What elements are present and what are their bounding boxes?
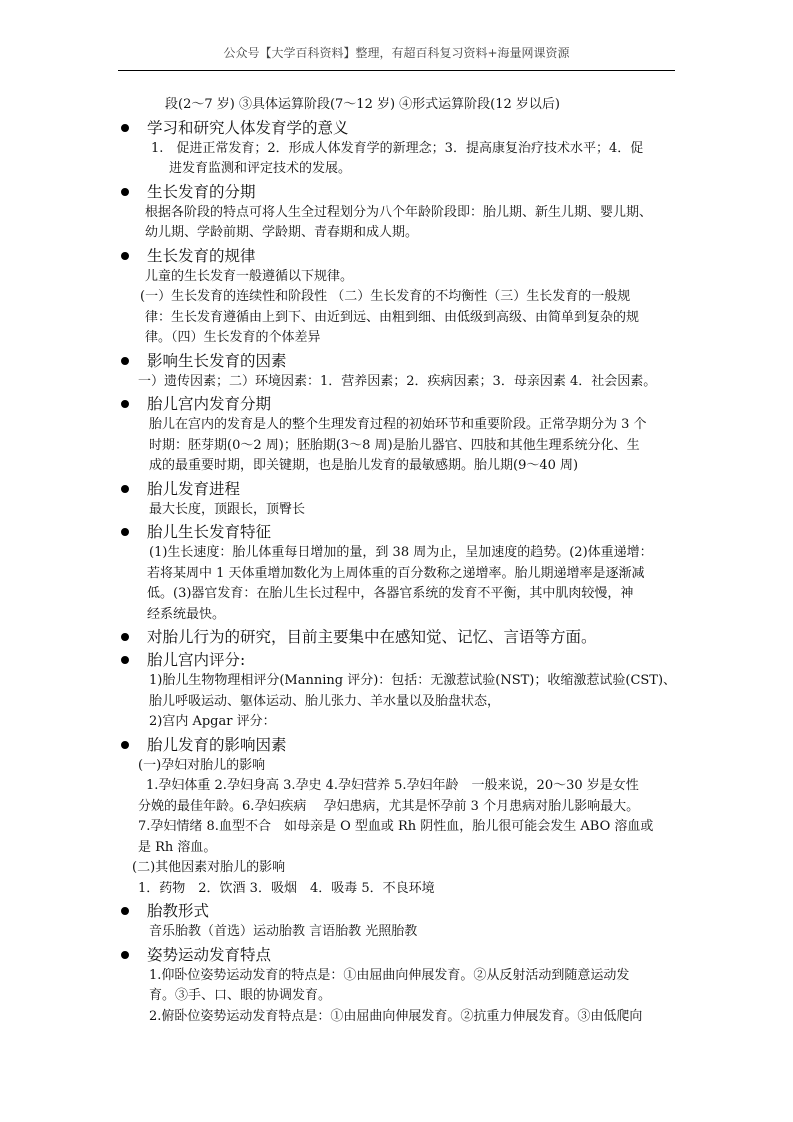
- paragraph-line: 律。（四）生长发育的个体差异: [145, 330, 321, 345]
- section-heading: 胎儿宫内评分:: [118, 650, 693, 671]
- section-heading: 胎儿发育进程: [118, 479, 693, 500]
- paragraph-line: 时期：胚芽期(0～2 周)；胚胎期(3～8 周)是胎儿器官、四肢和其他生理系统分化、生: [149, 437, 640, 453]
- section-heading: 学习和研究人体发育学的意义: [118, 118, 693, 139]
- paragraph-line: 进发育监测和评定技术的发展。: [169, 161, 352, 176]
- bullet-icon: [121, 951, 129, 959]
- section-heading: 生长发育的分期: [118, 182, 693, 203]
- paragraph-line: 成的最重要时期，即关键期，也是胎儿发育的最敏感期。胎儿期(9～40 周): [149, 458, 579, 473]
- paragraph-line: 律：生长发育遵循由上到下、由近到远、由粗到细、由低级到高级、由简单到复杂的规: [145, 309, 640, 325]
- bullet-icon: [121, 252, 129, 260]
- paragraph-line: 若将某周中 1 天体重增加数化为上周体重的百分数称之递增率。胎儿期递增率是逐渐减: [147, 565, 645, 581]
- document-body: [118, 95, 693, 1027]
- sub-heading: (一)孕妇对胎儿的影响: [138, 757, 266, 773]
- paragraph-line: 一）遗传因素；二）环境因素：1．营养因素；2．疾病因素；3．母亲因素 4．社会因素。: [138, 373, 657, 389]
- paragraph-line: 经系统最快。: [147, 606, 226, 622]
- paragraph-line: (一）生长发育的连续性和阶段性 （二）生长发育的不均衡性（三）生长发育的一般规: [140, 289, 631, 304]
- paragraph-line: 幼儿期、学龄前期、学龄期、青春期和成人期。: [145, 225, 419, 240]
- bullet-icon: [121, 528, 129, 536]
- bullet-icon: [121, 124, 129, 132]
- section-heading: 胎儿宫内发育分期: [118, 394, 693, 415]
- bullet-icon: [121, 907, 129, 915]
- section-heading: 胎教形式: [118, 901, 693, 922]
- page-header: 公众号【大学百科资料】整理，有超百科复习资料+海量网课资源: [223, 46, 570, 60]
- section-heading: 影响生长发育的因素: [118, 351, 693, 372]
- bullet-icon: [121, 357, 129, 365]
- paragraph-line: 音乐胎教（首选）运动胎教 言语胎教 光照胎教: [149, 924, 418, 939]
- paragraph-line: 1.仰卧位姿势运动发育的特点是：①由屈曲向伸展发育。②从反射活动到随意运动发: [149, 967, 630, 983]
- paragraph-line: 胎儿呼吸运动、躯体运动、胎儿张力、羊水量以及胎盘状态，: [149, 693, 501, 709]
- bullet-icon: [121, 400, 129, 408]
- paragraph-line: 分娩的最佳年龄。6.孕妇疾病 孕妇患病，尤其是怀孕前 3 个月患病对胎儿影响最大。: [138, 798, 640, 814]
- bullet-icon: [121, 656, 129, 664]
- paragraph-line: 1．药物 2．饮酒 3．吸烟 4．吸毒 5．不良环境: [138, 880, 435, 896]
- paragraph-line: 2.俯卧位姿势运动发育特点是：①由屈曲向伸展发育。②抗重力伸展发育。③由低爬向: [149, 1008, 643, 1024]
- section-heading: 对胎儿行为的研究，目前主要集中在感知觉、记忆、言语等方面。: [118, 627, 693, 648]
- paragraph-line: 儿童的生长发育一般遵循以下规律。: [145, 268, 354, 284]
- section-heading: 生长发育的规律: [118, 246, 693, 267]
- intro-line: 段(2～7 岁) ③具体运算阶段(7～12 岁) ④形式运算阶段(12 岁以后): [165, 97, 560, 112]
- paragraph-line: 是 Rh 溶血。: [138, 839, 217, 855]
- paragraph-line: (1)生长速度：胎儿体重每日增加的量，到 38 周为止，呈加速度的趋势。(2)体重递增：: [149, 545, 653, 560]
- bullet-icon: [121, 188, 129, 196]
- paragraph-line: 低。(3)器官发育：在胎儿生长过程中，各器官系统的发育不平衡，其中肌肉较慢，神: [147, 586, 634, 601]
- paragraph-line: 育。③手、口、眼的协调发育。: [149, 988, 332, 1003]
- section-heading: 姿势运动发育特点: [118, 945, 693, 966]
- paragraph-line: 最大长度，顶跟长，顶臀长: [149, 501, 306, 517]
- paragraph-line: 7.孕妇情绪 8.血型不合 如母亲是 O 型血或 Rh 阴性血，胎儿很可能会发生 ABO 溶血或: [138, 819, 654, 834]
- paragraph-line: 1. 促进正常发育；2．形成人体发育学的新理念；3．提高康复治疗技术水平；4．促: [151, 140, 644, 156]
- bullet-icon: [121, 485, 129, 493]
- section-heading: 胎儿发育的影响因素: [118, 735, 693, 756]
- bullet-icon: [121, 741, 129, 749]
- header-rule: [118, 70, 675, 71]
- paragraph-line: 1.孕妇体重 2.孕妇身高 3.孕史 4.孕妇营养 5.孕妇年龄 一般来说，20～30 岁是女性: [146, 778, 639, 793]
- section-heading: 胎儿生长发育特征: [118, 522, 693, 543]
- bullet-icon: [121, 633, 129, 641]
- paragraph-line: 根据各阶段的特点可将人生全过程划分为八个年龄阶段即：胎儿期、新生儿期、婴儿期、: [145, 204, 653, 220]
- paragraph-line: 2)宫内 Apgar 评分：: [149, 714, 276, 729]
- sub-heading: (二)其他因素对胎儿的影响: [132, 860, 286, 875]
- paragraph-line: 胎儿在宫内的发育是人的整个生理发育过程的初始环节和重要阶段。正常孕期分为 3 个: [149, 417, 647, 432]
- paragraph-line: 1)胎儿生物物理相评分(Manning 评分)：包括：无激惹试验(NST)；收缩激惹试验(CST)、: [149, 673, 677, 688]
